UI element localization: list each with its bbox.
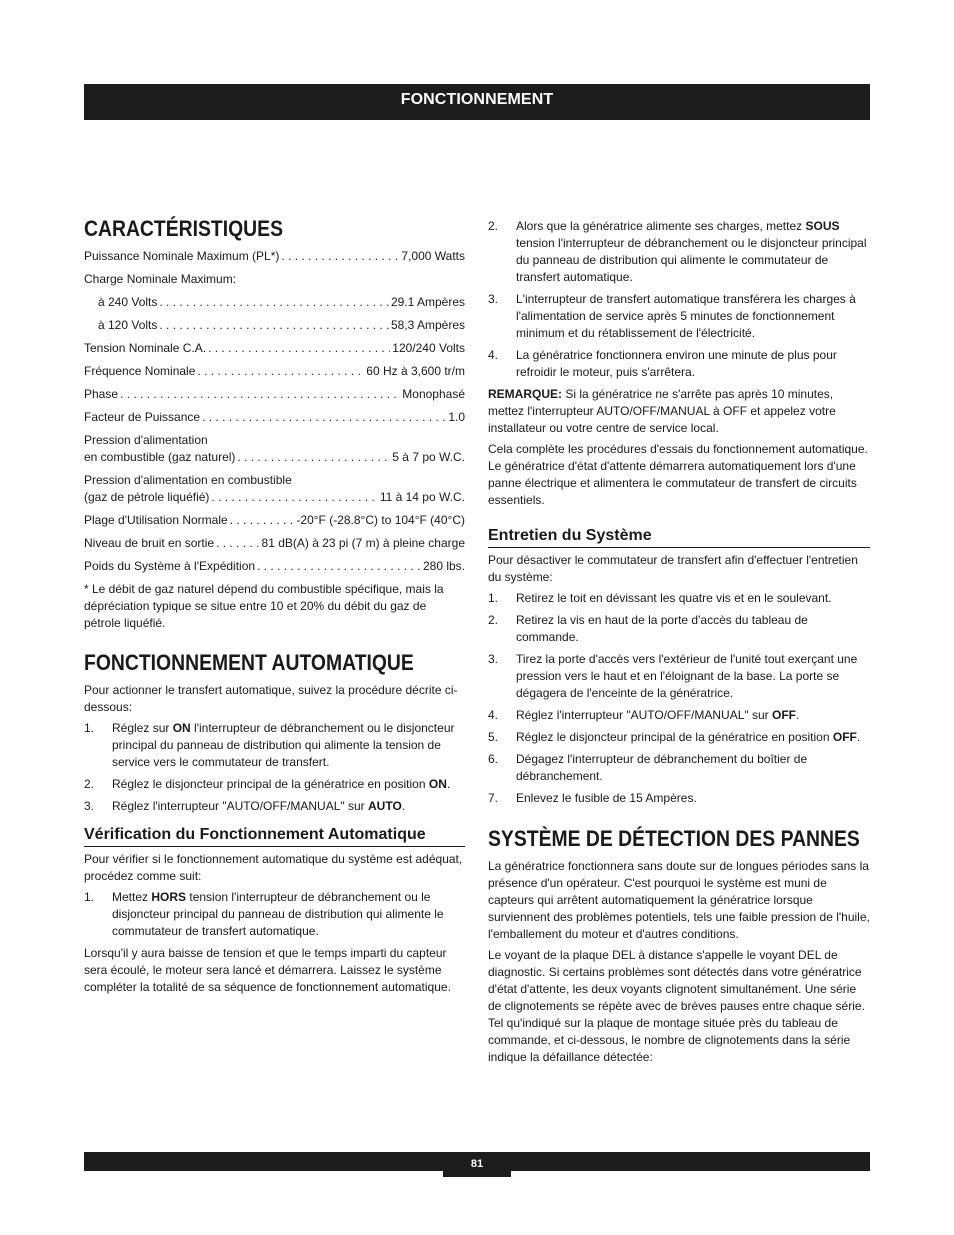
spec-label: Niveau de bruit en sortie bbox=[84, 536, 215, 550]
step-number: 4. bbox=[488, 348, 499, 362]
list-item bbox=[84, 720, 465, 771]
step-number: 6. bbox=[488, 752, 499, 766]
right-column bbox=[488, 218, 870, 1070]
remark-text: Si la génératrice ne s'arrête pas après 10 minutes, mettez l'interrupteur AUTO/OFF/MANUAL à OFF et appelez votre installateur ou votre centre de service local. bbox=[488, 387, 836, 435]
list-item bbox=[488, 218, 870, 286]
step-number: 1. bbox=[488, 591, 499, 605]
leader-dots bbox=[202, 409, 446, 426]
spec-row bbox=[84, 248, 465, 265]
entretien-heading: Entretien du Système bbox=[488, 527, 870, 548]
caracteristiques-heading: CARACTÉRISTIQUES bbox=[84, 216, 283, 241]
step-text: L'interrupteur de transfert automatique transférera les charges à l'alimentation de service après 5 minutes de fonctionnement minimum et du rétablissement de l'électricité. bbox=[516, 292, 856, 340]
step-text: tension l'interrupteur de débranchement ou le disjoncteur principal du panneau de distribution qui alimente le commutateur de transfert automatique. bbox=[516, 236, 867, 284]
step-text: . bbox=[796, 708, 800, 722]
step-number: 1. bbox=[84, 721, 95, 735]
remark-paragraph bbox=[488, 386, 870, 437]
step-bold: OFF bbox=[832, 730, 857, 744]
section-header-title: FONCTIONNEMENT bbox=[400, 91, 554, 108]
spec-value: 280 lbs. bbox=[422, 559, 465, 573]
fault-paragraph-2: Le voyant de la plaque DEL à distance s'appelle le voyant DEL de diagnostic. Si certains problèmes sont détectés dans votre génératrice d'état d'attente, les deux voyants clignotent simultanément. Une série de clignotements se répète avec de brèves pauses entre chaque série. Tel qu'indiqué sur la plaque de montage située près du tableau de commande, et ci-dessous, le nombre de clignotements dans la série indique la défaillance détectée: bbox=[488, 948, 865, 1064]
fault-paragraph-1: La génératrice fonctionnera sans doute sur de longues périodes sans la présence d'un opérateur. C'est pourquoi le système est muni de capteurs qui arrêtent automatiquement la génératrice lorsque surviennent des problèmes potentiels, tels une faible pression de l'huile, l'emballement du moteur et d'autres conditions. bbox=[488, 859, 870, 941]
auto-steps-list bbox=[84, 720, 465, 815]
leader-dots bbox=[159, 294, 389, 311]
list-item bbox=[84, 889, 465, 940]
step-number: 2. bbox=[488, 613, 499, 627]
spec-footnote: * Le débit de gaz naturel dépend du combustible spécifique, mais la dépréciation typique se situe entre 10 et 20% du débit du gaz de pétrole liquéfié. bbox=[84, 582, 444, 630]
spec-row bbox=[84, 472, 465, 506]
step-text: tension l'interrupteur de débranchement ou le disjoncteur principal du panneau de distribution qui alimente le commutateur de transfert automatique. bbox=[112, 890, 444, 938]
step-bold: AUTO bbox=[368, 799, 402, 813]
spec-label: Puissance Nominale Maximum (PL*) bbox=[84, 249, 280, 263]
leader-dots bbox=[120, 386, 400, 403]
list-item bbox=[488, 729, 870, 746]
spec-value: 7,000 Watts bbox=[401, 249, 465, 263]
step-text: Réglez le disjoncteur principal de la génératrice en position bbox=[516, 730, 833, 744]
entretien-steps-list bbox=[488, 590, 870, 807]
spec-row bbox=[84, 409, 465, 426]
spec-value: Monophasé bbox=[402, 387, 465, 401]
step-number: 3. bbox=[84, 799, 95, 813]
step-text: Enlevez le fusible de 15 Ampères. bbox=[516, 791, 697, 805]
spec-row bbox=[84, 535, 465, 552]
step-text: Réglez l'interrupteur "AUTO/OFF/MANUAL" sur bbox=[112, 799, 368, 813]
fonctionnement-automatique-heading: FONCTIONNEMENT AUTOMATIQUE bbox=[84, 650, 414, 675]
step-text: Réglez le disjoncteur principal de la génératrice en position bbox=[112, 777, 429, 791]
spec-row bbox=[84, 363, 465, 380]
step-number: 2. bbox=[84, 777, 95, 791]
leader-dots bbox=[208, 340, 390, 357]
spec-row-inner bbox=[84, 449, 465, 466]
step-number: 2. bbox=[488, 219, 499, 233]
step-number: 7. bbox=[488, 791, 499, 805]
spec-label: (gaz de pétrole liquéfié) bbox=[84, 490, 210, 504]
leader-dots bbox=[211, 489, 377, 506]
spec-value: 81 dB(A) à 23 pi (7 m) à pleine charge bbox=[261, 536, 465, 550]
spec-value: 11 à 14 po W.C. bbox=[379, 490, 465, 504]
step-text: l'interrupteur de débranchement ou le disjoncteur principal du panneau de distribution qui alimente la tension de service vers le commutateur de transfert. bbox=[112, 721, 455, 769]
spec-value: 5 à 7 po W.C. bbox=[392, 450, 465, 464]
list-item bbox=[84, 798, 465, 815]
leader-dots bbox=[159, 317, 389, 334]
spec-value: 120/240 Volts bbox=[392, 341, 465, 355]
spec-row bbox=[84, 271, 465, 288]
spec-label: Poids du Système à l'Expédition bbox=[84, 559, 256, 573]
list-item bbox=[488, 651, 870, 702]
list-item bbox=[488, 612, 870, 646]
spec-row-inner bbox=[84, 489, 465, 506]
step-number: 3. bbox=[488, 652, 499, 666]
conclusion-paragraph: Cela complète les procédures d'essais du fonctionnement automatique. Le génératrice d'état d'attente démarrera automatiquement lors d'une panne électrique et alimentera le commutateur de transfert de circuits essentiels. bbox=[488, 442, 868, 507]
step-text: . bbox=[856, 730, 861, 744]
step-text: . bbox=[446, 777, 451, 791]
step-bold: HORS bbox=[151, 890, 187, 904]
remark-label: REMARQUE: bbox=[488, 387, 562, 401]
step-number: 5. bbox=[488, 730, 499, 744]
leader-dots bbox=[216, 535, 259, 552]
step-text: Mettez bbox=[112, 890, 152, 904]
list-item bbox=[488, 291, 870, 342]
list-item bbox=[488, 751, 870, 785]
spec-label-line: Pression d'alimentation en combustible bbox=[84, 473, 292, 487]
verification-steps-continued bbox=[488, 218, 870, 381]
section-header bbox=[84, 84, 870, 120]
step-text: Dégagez l'interrupteur de débranchement du boîtier de débranchement. bbox=[516, 752, 808, 783]
spec-label: Fréquence Nominale bbox=[84, 364, 196, 378]
step-bold: SOUS bbox=[805, 219, 840, 233]
spec-value: -20°F (-28.8°C) to 104°F (40°C) bbox=[296, 513, 465, 527]
verification-steps-list bbox=[84, 889, 465, 940]
spec-row bbox=[84, 340, 465, 357]
list-item bbox=[488, 590, 870, 607]
step-text: Tirez la porte d'accès vers l'extérieur de l'unité tout exerçant une pression vers le haut et en l'éloignant de la base. La porte se dégagera de l'enceinte de la génératrice. bbox=[516, 652, 858, 700]
entretien-intro: Pour désactiver le commutateur de transfert afin d'effectuer l'entretien du système: bbox=[488, 553, 858, 584]
left-column bbox=[84, 216, 465, 1000]
step-text: Réglez sur bbox=[112, 721, 173, 735]
page-number: 81 bbox=[443, 1152, 511, 1177]
step-number: 4. bbox=[488, 708, 499, 722]
step-number: 3. bbox=[488, 292, 499, 306]
step-number: 1. bbox=[84, 890, 95, 904]
spec-label: à 120 Volts bbox=[98, 318, 158, 332]
step-text: . bbox=[401, 799, 406, 813]
step-text: Retirez la vis en haut de la porte d'accès du tableau de commande. bbox=[516, 613, 808, 644]
step-text: La génératrice fonctionnera environ une minute de plus pour refroidir le moteur, puis s'arrêtera. bbox=[516, 348, 837, 379]
leader-dots bbox=[257, 558, 421, 575]
spec-label: Phase bbox=[84, 387, 119, 401]
step-text: Réglez l'interrupteur "AUTO/OFF/MANUAL" sur bbox=[516, 708, 772, 722]
spec-row bbox=[84, 317, 465, 334]
verification-heading: Vérification du Fonctionnement Automatique bbox=[84, 826, 465, 847]
list-item bbox=[488, 347, 870, 381]
step-text: Alors que la génératrice alimente ses charges, mettez bbox=[516, 219, 806, 233]
spec-label-line: Pression d'alimentation bbox=[84, 433, 208, 447]
step-bold: ON bbox=[428, 777, 447, 791]
spec-row bbox=[84, 512, 465, 529]
spec-label: à 240 Volts bbox=[98, 295, 158, 309]
spec-label: Facteur de Puissance bbox=[84, 410, 201, 424]
spec-label: en combustible (gaz naturel) bbox=[84, 450, 236, 464]
verification-intro: Pour vérifier si le fonctionnement automatique du système est adéquat, procédez comme suit: bbox=[84, 852, 463, 883]
leader-dots bbox=[230, 512, 295, 529]
leader-dots bbox=[281, 248, 399, 265]
spec-value: 29.1 Ampères bbox=[390, 295, 465, 309]
list-item bbox=[488, 790, 870, 807]
spec-label: Charge Nominale Maximum: bbox=[84, 272, 237, 286]
list-item bbox=[84, 776, 465, 793]
spec-value: 1.0 bbox=[448, 410, 465, 424]
spec-row bbox=[84, 558, 465, 575]
leader-dots bbox=[237, 449, 390, 466]
spec-value: 60 Hz à 3,600 tr/m bbox=[366, 364, 465, 378]
spec-value: 58,3 Ampères bbox=[390, 318, 465, 332]
step-text: Retirez le toit en dévissant les quatre vis et en le soulevant. bbox=[516, 591, 832, 605]
spec-label: Tension Nominale C.A. bbox=[84, 341, 207, 355]
step-bold: OFF bbox=[772, 708, 796, 722]
auto-intro: Pour actionner le transfert automatique, suivez la procédure décrite ci-dessous: bbox=[84, 683, 458, 714]
leader-dots bbox=[197, 363, 364, 380]
verification-paragraph: Lorsqu'il y aura baisse de tension et que le temps imparti du capteur sera écoulé, le moteur sera lancé et démarrera. Laissez le système compléter la totalité de sa séquence de fonctionnement automatique. bbox=[84, 946, 451, 994]
spec-row bbox=[84, 386, 465, 403]
detection-pannes-heading: SYSTÈME DE DÉTECTION DES PANNES bbox=[488, 826, 860, 851]
step-bold: ON bbox=[172, 721, 191, 735]
spec-row bbox=[84, 432, 465, 466]
list-item bbox=[488, 707, 870, 724]
spec-label: Plage d'Utilisation Normale bbox=[84, 513, 228, 527]
spec-row bbox=[84, 294, 465, 311]
